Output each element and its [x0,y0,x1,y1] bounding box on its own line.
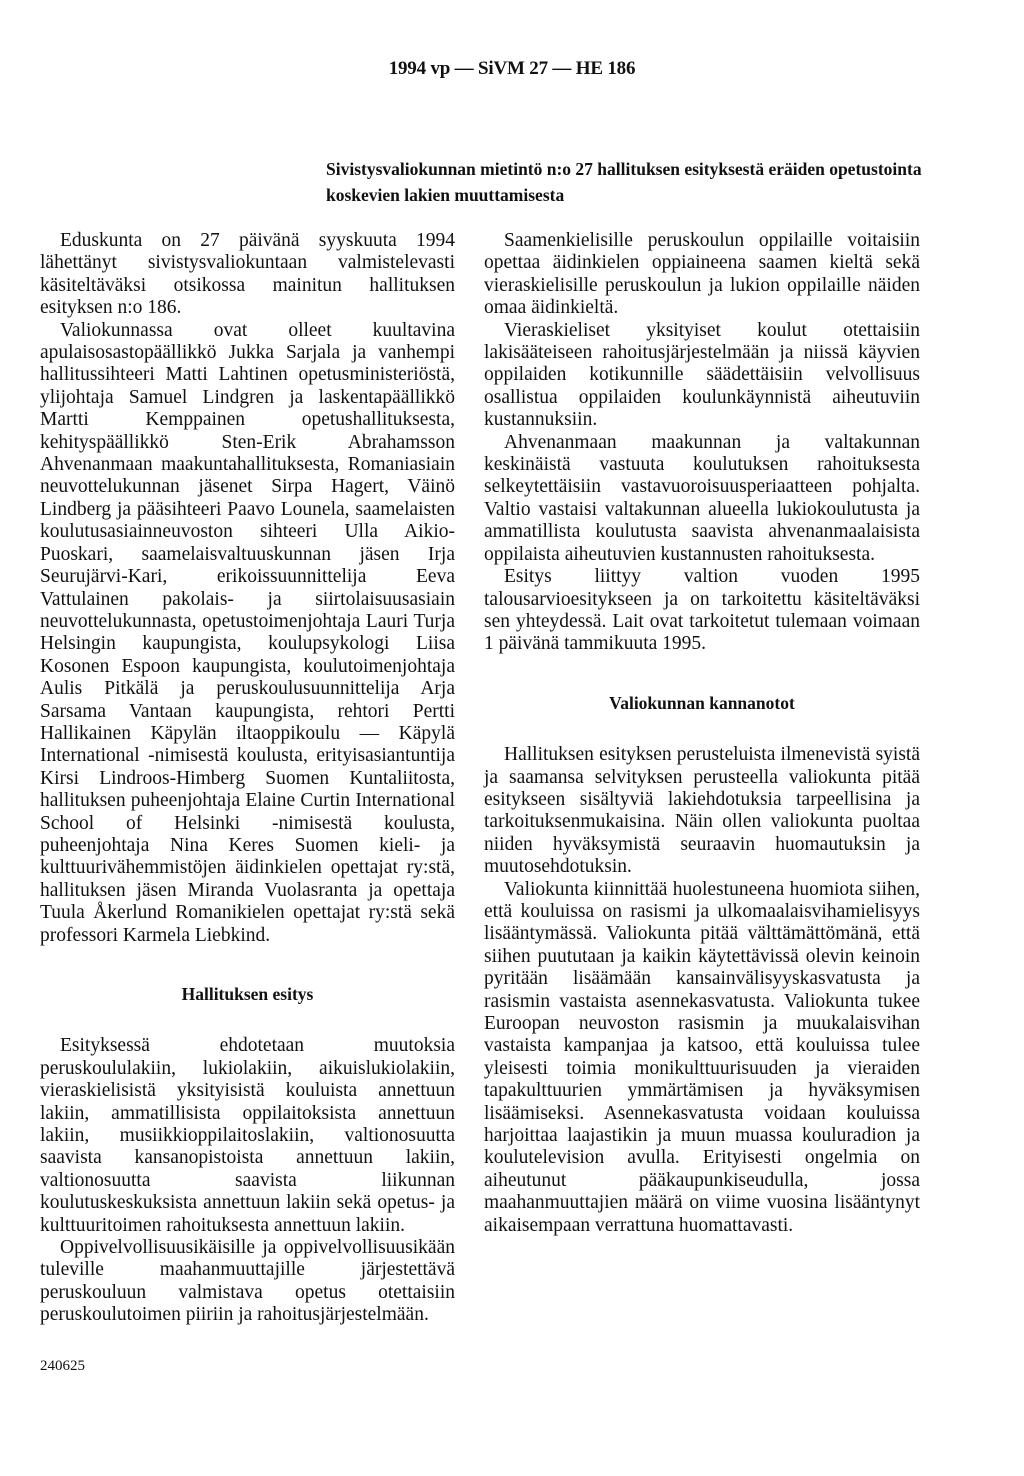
right-column [484,230,920,1237]
paragraph: Saamenkielisille peruskoulun oppilaille voitaisiin opettaa äidinkielen oppiaineena saamen kieltä sekä vieraskielisille peruskoulun ja lukion oppilaille näiden omaa äidinkieltä. [484,230,920,319]
paragraph: Valiokunta kiinnittää huolestuneena huomiota siihen, että kouluissa on rasismi ja ulkomaalaisvihamielisyys lisääntymässä. Valiokunta pitää välttämättömänä, että siihen puututaan ja kaikin käytettävissä olevin keinoin pyritään lisäämään kansainvälisyyskasvatusta ja rasismin vastaista asennekasvatusta. Valiokunta tukee Euroopan neuvoston rasismin ja muukalaisvihan vastaista kampanjaa ja katsoo, että kouluissa tulee yleisesti toimia monikulttuurisuuden ja vieraiden tapakulttuurien ymmärtämisen ja hyväksymisen lisäämiseksi. Asennekasvatusta voidaan kouluissa harjoittaa laajastikin ja muun muassa kouluradion ja koulutelevision avulla. Erityisesti ongelmia on aiheutunut pääkaupunkiseudulla, jossa maahanmuuttajien määrä on viime vuosina lisääntynyt aikaisempaan verrattuna huomattavasti. [484,878,920,1236]
page-header: 1994 vp — SiVM 27 — HE 186 [388,58,636,79]
section-heading-valiokunnan-kannanotot: Valiokunnan kannanotot [609,692,795,713]
section-heading-hallituksen-esitys: Hallituksen esitys [181,984,314,1004]
paragraph: Valiokunnassa ovat olleet kuultavina apulaisosastopäällikkö Jukka Sarjala ja vanhempi hallitussihteeri Matti Lahtinen opetusministeriöstä, ylijohtaja Samuel Lindgren ja laskentapäällikkö Martti Kemppainen opetushallituksesta, kehityspäällikkö Sten-Erik Abrahamsson Ahvenanmaan maakuntahallituksesta, Romaniasiain neuvottelukunnan jäsenet Sirpa Hagert, Väinö Lindberg ja pääsihteeri Paavo Lounela, saamelaisten koulutusasiainneuvoston sihteeri Ulla Aikio-Puoskari, saamelaisvaltuuskunnan jäsen Irja Seurujärvi-Kari, erikoissuunnittelija Eeva Vattulainen pakolais- ja siirtolaisuusasiain neuvottelukunnasta, opetustoimenjohtaja Lauri Turja Helsingin kaupungista, koulupsykologi Liisa Kosonen Espoon kaupungista, koulutoimenjohtaja Aulis Pitkälä ja peruskoulusuunnittelija Arja Sarsama Vantaan kaupungista, rehtori Pertti Hallikainen Käpylän iltaoppikoulu — Käpylä International -nimisestä koulusta, erityisasiantuntija Kirsi Lindroos-Himberg Suomen Kuntaliitosta, hallituksen puheenjohtaja Elaine Curtin International School of Helsinki -nimisestä koulusta, puheenjohtaja Nina Keres Suomen kieli- ja kulttuurivähemmistöjen äidinkielen opettajat ry:stä, hallituksen jäsen Miranda Vuolasranta ja opettaja Tuula Åkerlund Romanikielen opettajat ry:stä sekä professori Karmela Liebkind. [40,319,455,946]
paragraph: Hallituksen esityksen perusteluista ilmenevistä syistä ja saamansa selvityksen perusteella valiokunta pitää esitykseen sisältyviä lakiehdotuksia tarpeellisina ja tarkoituksenmukaisina. Näin ollen valiokunta puoltaa niiden hyväksymistä seuraavin huomautuksin ja muutosehdotuksin. [484,744,920,878]
document-title: Sivistysvaliokunnan mietintö n:o 27 hallituksen esityksestä eräiden opetustointa koskevien lakien muuttamisesta [326,159,922,205]
paragraph: Vieraskieliset yksityiset koulut otettaisiin lakisääteiseen rahoitusjärjestelmään ja niissä käyvien oppilaiden kotikunnille säädettäisiin velvollisuus osallistua oppilaiden koulunkäynnistä aiheutuviin kustannuksiin. [484,319,920,431]
footer-print-code: 240625 [40,1358,85,1374]
paragraph: Oppivelvollisuusikäisille ja oppivelvollisuusikään tuleville maahanmuuttajille järjestettävä peruskouluun valmistava opetus otettaisiin peruskoulutoimen piiriin ja rahoitusjärjestelmään. [40,1237,455,1326]
paragraph: Esityksessä ehdotetaan muutoksia peruskoululakiin, lukiolakiin, aikuislukiolakiin, vieraskielisistä yksityisistä kouluista annettuun lakiin, ammatillisista oppilaitoksista annettuun lakiin, musiikkioppilaitoslakiin, valtionosuutta saavista kansanopistoista annettuun lakiin, valtionosuutta saavista liikunnan koulutuskeskuksista annettuun lakiin sekä opetus- ja kulttuuritoimen rahoituksesta annettuun lakiin. [40,1035,455,1236]
paragraph: Eduskunta on 27 päivänä syyskuuta 1994 lähettänyt sivistysvaliokuntaan valmistelevasti käsiteltäväksi otsikossa mainitun hallituksen esityksen n:o 186. [40,230,455,319]
paragraph: Esitys liittyy valtion vuoden 1995 talousarvioesitykseen ja on tarkoitettu käsiteltäväksi sen yhteydessä. Lait ovat tarkoitetut tulemaan voimaan 1 päivänä tammikuuta 1995. [484,566,920,655]
left-column [40,230,455,1327]
paragraph: Ahvenanmaan maakunnan ja valtakunnan keskinäistä vastuuta koulutuksen rahoituksesta selkeytettäisiin vastavuoroisuusperiaatteen pohjalta. Valtio vastaisi valtakunnan alueella lukiokoulutusta ja ammatillista koulutusta saavista ahvenanmaalaisista oppilaista aiheutuvien kustannusten rahoituksesta. [484,431,920,565]
